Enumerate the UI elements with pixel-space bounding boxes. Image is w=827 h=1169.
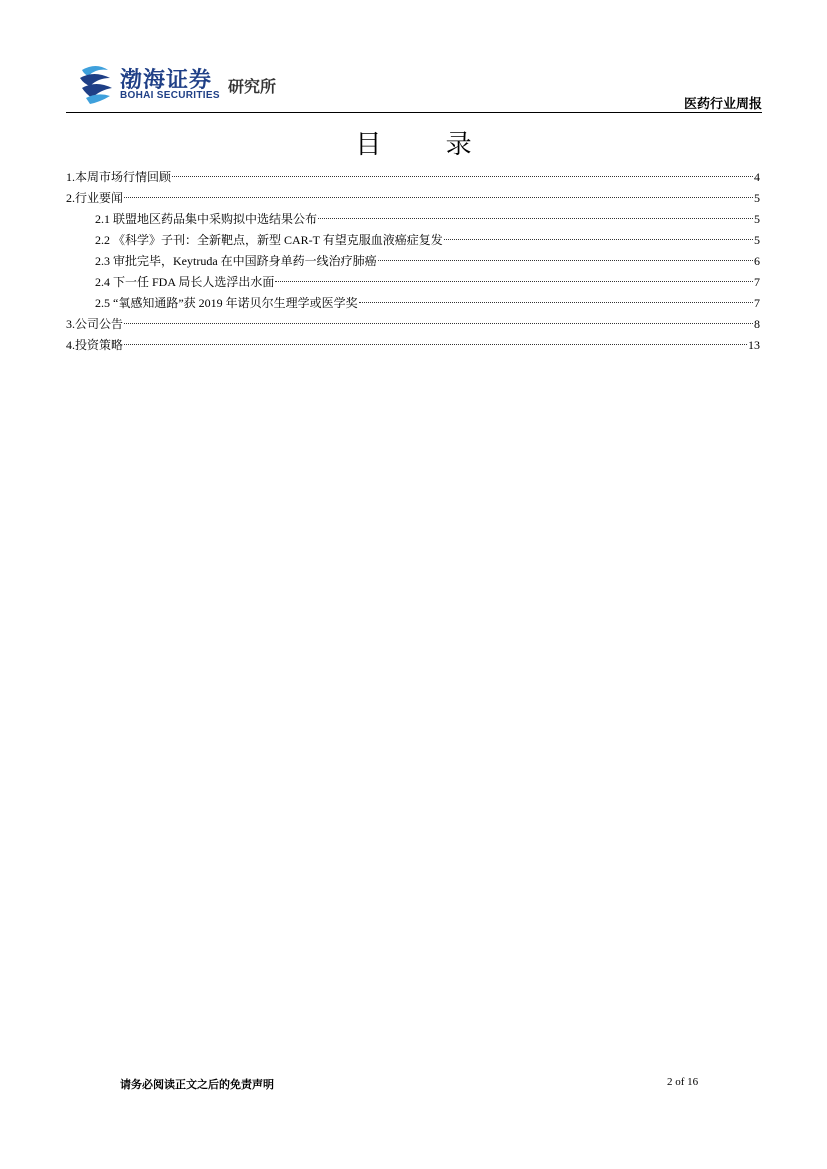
toc-leader-dots [378,260,753,261]
toc-entry-label: 2.行业要闻 [66,191,124,205]
toc-leader-dots [444,239,753,240]
toc-leader-dots [124,323,753,324]
toc-entry-page: 7 [754,296,760,310]
toc-leader-dots [275,281,753,282]
toc-subentry[interactable] [66,230,760,251]
toc-entry[interactable] [66,335,760,356]
toc-entry[interactable] [66,314,760,335]
toc-subentry[interactable] [66,251,760,272]
toc-entry-page: 7 [754,275,760,289]
toc-leader-dots [124,197,753,198]
toc-entry-label: 2.3 审批完毕，Keytruda 在中国跻身单药一线治疗肺癌 [95,254,377,268]
logo-chinese-name: 渤海证券 [120,67,213,93]
toc-entry-page: 5 [754,212,760,226]
footer-disclaimer: 请务必阅读正文之后的免责声明 [120,1078,274,1091]
toc-entry[interactable] [66,188,760,209]
toc-entry-label: 2.5 “氧感知通路”获 2019 年诺贝尔生理学或医学奖 [95,296,358,310]
toc-entry-label: 2.2 《科学》子刊：全新靶点，新型 CAR-T 有望克服血液癌症复发 [95,233,443,247]
toc-leader-dots [318,218,753,219]
toc-entry-page: 4 [754,170,760,184]
logo-english-name: BOHAI SECURITIES [120,90,220,101]
report-type: 医药行业周报 [683,97,762,112]
toc-subentry[interactable] [66,209,760,230]
toc-leader-dots [124,344,747,345]
toc-entry-page: 6 [754,254,760,268]
institute-label: 研究所 [228,77,277,96]
toc-entry[interactable] [66,167,760,188]
toc-entry-label: 2.4 下一任 FDA 局长人选浮出水面 [95,275,275,289]
table-of-contents [66,167,760,356]
toc-subentry[interactable] [66,272,760,293]
bohai-logo-icon [78,64,114,104]
toc-entry-page: 8 [754,317,760,331]
page-header [66,60,762,115]
toc-title: 目 录 [355,130,500,160]
toc-entry-label: 1.本周市场行情回顾 [66,170,172,184]
toc-entry-page: 5 [754,191,760,205]
toc-entry-label: 3.公司公告 [66,317,124,331]
toc-entry-label: 2.1 联盟地区药品集中采购拟中选结果公布 [95,212,318,226]
toc-entry-page: 5 [754,233,760,247]
toc-leader-dots [172,176,753,177]
toc-leader-dots [359,302,753,303]
toc-entry-page: 13 [748,338,760,352]
footer-page-number: 2 of 16 [667,1076,699,1088]
toc-entry-label: 4.投资策略 [66,338,124,352]
toc-subentry[interactable] [66,293,760,314]
header-divider [66,112,762,113]
